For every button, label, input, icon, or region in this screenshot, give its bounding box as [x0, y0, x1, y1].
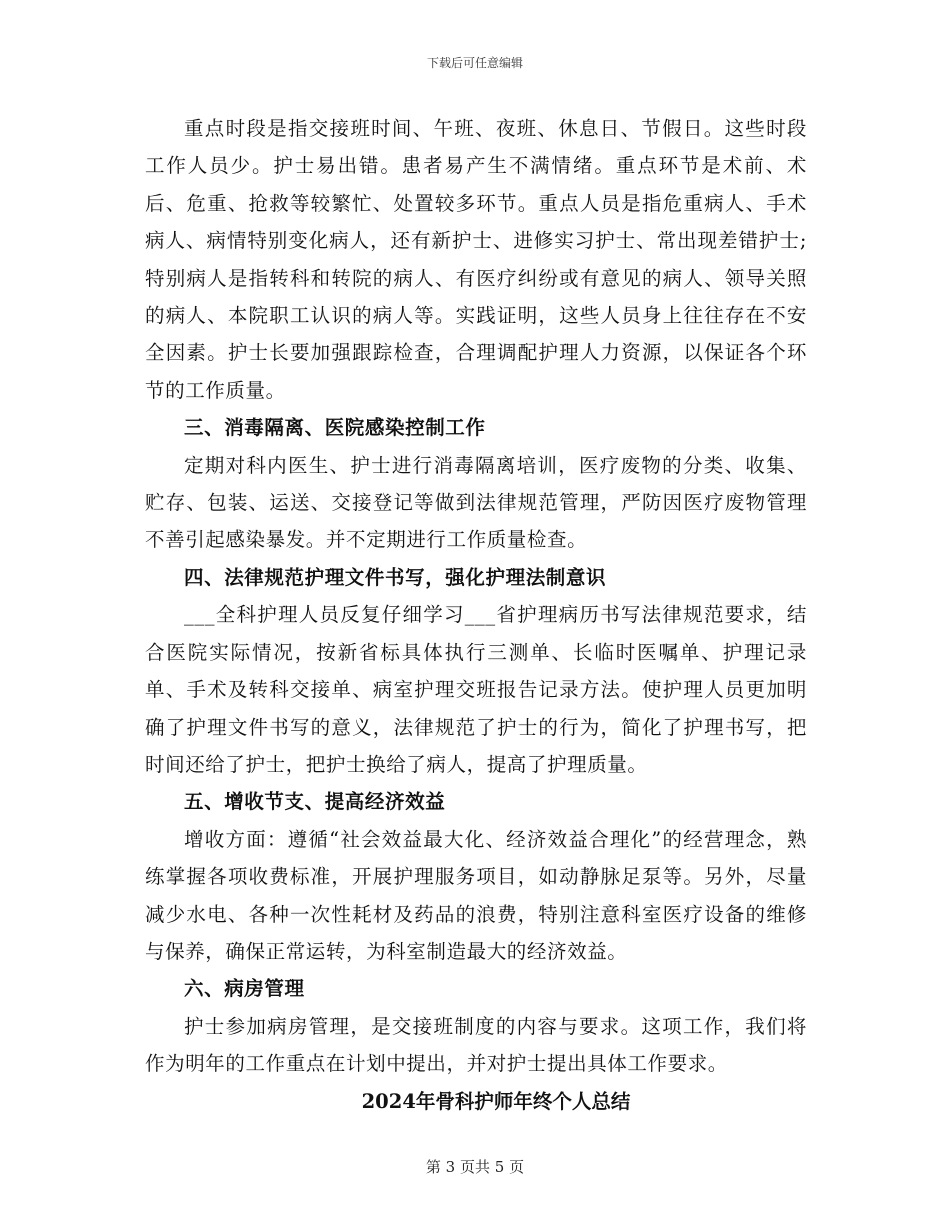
- page-number-footer: 第 3 页共 5 页: [425, 1158, 525, 1176]
- section-heading-5: 五、增收节支、提高经济效益: [184, 790, 446, 814]
- document-body: [145, 110, 807, 1120]
- section-body-4: ___全科护理人员反复仔细学习___省护理病历书写法律规范要求，结合医院实际情况，按新省标具体执行三测单、长临时医嘱单、护理记录单、手术及转科交接单、病室护理交班报告记录方法。使护理人员更加明确了护理文件书写的意义，法律规范了护士的行为，简化了护理书写，把时间还给了护士，把护士换给了病人，提高了护理质量。: [145, 603, 807, 776]
- section-heading-3: 三、消毒隔离、医院感染控制工作: [184, 416, 486, 440]
- section-heading-4: 四、法律规范护理文件书写，强化护理法制意识: [184, 565, 607, 589]
- next-document-title: 2024年骨科护师年终个人总结: [361, 1089, 631, 1113]
- section-body-5: 增收方面：遵循“社会效益最大化、经济效益合理化”的经营理念，熟练掌握各项收费标准，开展护理服务项目，如动静脉足泵等。另外，尽量减少水电、各种一次性耗材及药品的浪费，特别注意科室医疗设备的维修与保养，确保正常运转，为科室制造最大的经济效益。: [145, 827, 807, 963]
- header-note: 下载后可任意编辑: [426, 56, 523, 70]
- section-heading-6: 六、病房管理: [184, 977, 305, 1001]
- section-body-6: 护士参加病房管理，是交接班制度的内容与要求。这项工作，我们将作为明年的工作重点在计划中提出，并对护士提出具体工作要求。: [145, 1014, 807, 1076]
- section-body-3: 定期对科内医生、护士进行消毒隔离培训，医疗废物的分类、收集、贮存、包装、运送、交接登记等做到法律规范管理，严防因医疗废物管理不善引起感染暴发。并不定期进行工作质量检查。: [145, 453, 807, 552]
- intro-paragraph: 重点时段是指交接班时间、午班、夜班、休息日、节假日。这些时段工作人员少。护士易出错。患者易产生不满情绪。重点环节是术前、术后、危重、抢救等较繁忙、处置较多环节。重点人员是指危重病人、手术病人、病情特别变化病人，还有新护士、进修实习护士、常出现差错护士;特别病人是指转科和转院的病人、有医疗纠纷或有意见的病人、领导关照的病人、本院职工认识的病人等。实践证明，这些人员身上往往存在不安全因素。护士长要加强跟踪检查，合理调配护理人力资源，以保证各个环节的工作质量。: [145, 117, 807, 402]
